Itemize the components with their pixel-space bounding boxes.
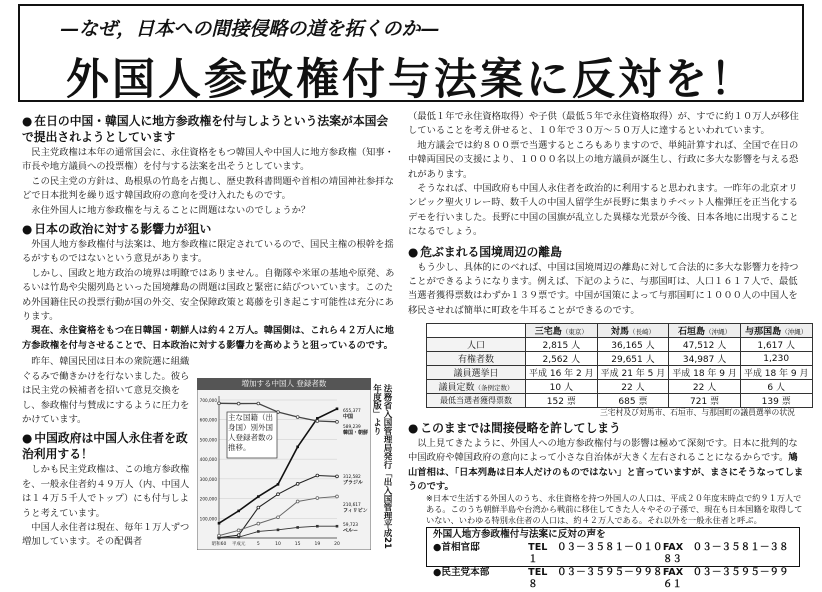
paragraph-text: 以上見てきたように、外国人への地方参政権付与の影響は極めて深刻です。日本に批判的な中国政府や韓国政府の意向によって小さな自治体が大きく左右されることになるからです。 — [408, 438, 798, 464]
table-cell: 1,617 人 — [740, 338, 812, 352]
y-tick-label: 200,000 — [199, 496, 217, 502]
y-tick-label: 100,000 — [199, 516, 217, 522]
paragraph: もう少し、具体的にのべれば、中国は国境周辺の離島に対して合法的に多大な影響力を持つことができるようになります。例えば、下記のように、与那国町は、人口１６１７人で、最低当選者獲得票数はわずか１３９票です。中国が国策によって与那国町に１０００人の中国人を移民させれば簡単に町政を牛耳ることができるのです。 — [408, 261, 799, 316]
data-point — [277, 529, 280, 532]
data-point — [296, 482, 299, 485]
chart-title: 増加する中国人 登録者数 — [197, 378, 371, 390]
y-tick-label: 700,000 — [199, 398, 217, 403]
data-point — [316, 525, 319, 528]
data-point — [336, 407, 339, 410]
paragraph — [408, 437, 806, 495]
data-point — [257, 495, 260, 498]
table-cell: 34,987 人 — [669, 352, 741, 366]
contact-org: ●首相官邸 — [433, 541, 480, 553]
table-cell: 139 票 — [740, 394, 812, 408]
contact-row — [433, 567, 793, 592]
table-cell: 721 票 — [669, 394, 741, 408]
subtitle: —なぜ，日本への間接侵略の道を拓くのか— — [60, 18, 440, 40]
table-header: 三宅島（東京） — [526, 324, 598, 338]
data-point — [218, 537, 221, 540]
paragraph: しかし、国政と地方政治の境界は明瞭ではありません。自衛隊や米軍の基地や原発、あるいは竹島や尖閣列島といった国境離島の問題は国政と緊密に結びついています。このため外国籍住民の投票行動が国の外交、安全保障政策と葛藤を引き起こす可能性は充分にあります。 — [22, 267, 395, 323]
table-cell: 平成 21 年 5 月 — [597, 366, 669, 380]
heading-text: このままでは間接侵略を許してしまう — [420, 421, 621, 435]
contact-tel: TEL ０３－３５８１－０１０１ — [528, 541, 663, 565]
table-cell: 685 票 — [597, 394, 669, 408]
table-row — [427, 366, 813, 380]
x-tick-label: 5 — [256, 542, 260, 547]
heading-text: 日本の政治に対する影響力が狙い — [34, 222, 212, 237]
series-end-value: 59,723 — [343, 523, 359, 528]
x-tick-label: 15 — [294, 542, 301, 547]
y-tick-label: 400,000 — [199, 457, 217, 463]
table-cell: 平成 16 年 2 月 — [526, 366, 598, 380]
data-point — [218, 522, 221, 525]
data-point — [237, 529, 240, 532]
data-point — [257, 402, 260, 405]
paragraph: 昨年、韓国民団は日本の衆院選に組織ぐるみで働きかけを行ないました。彼らは民主党の候補者を招いて意見交換をし、参政権付与賛成にするように圧力をかけています。 — [22, 356, 190, 425]
paragraph: しかも民主党政権は、この地方参政権を、一般永住者約４９万人（内、中国人は１４万５千人でトップ）にも付与しようと考えています。 — [22, 464, 190, 519]
series-name-label: ブラジル — [343, 480, 363, 486]
series-end-value: 655,377 — [343, 409, 361, 414]
table-cell: 平成 18 年 9 月 — [669, 366, 741, 380]
data-point — [257, 522, 260, 525]
contact-row — [433, 542, 793, 567]
table-cell: 152 票 — [526, 394, 598, 408]
row-label: 議員定数（条例定数） — [427, 380, 526, 394]
data-point — [237, 402, 240, 405]
contact-fax: FAX ０３－３５９５－９９６１ — [662, 566, 789, 590]
table-cell: 10 人 — [526, 380, 598, 394]
y-tick-label: 500,000 — [199, 437, 217, 443]
chart-source: 法務省入国管理局発行「出入国管理平成21年度版」より — [371, 384, 392, 549]
section-heading — [408, 420, 806, 436]
row-label: 人口 — [427, 338, 526, 352]
data-point — [218, 534, 221, 537]
data-point — [336, 420, 339, 423]
table-row — [427, 394, 813, 408]
x-tick-label: 昭和60 — [211, 542, 227, 547]
paragraph: この民主党の方針は、島根県の竹島を占拠し、歴史教科書問題や首相の靖国神社参拝などで日本批判を繰り返す韓国政府の意向を受け入れたものです。 — [22, 175, 394, 202]
table-corner — [427, 324, 526, 338]
line-chart — [197, 378, 371, 550]
paragraph: 民主党政権は本年の通常国会に、永住資格をもつ韓国人や中国人に地方参政権（知事・市長や地方議員への投票権）を付与する法案を出そうとしています。 — [22, 147, 394, 173]
y-tick-label: 600,000 — [199, 417, 217, 423]
data-point — [257, 530, 260, 533]
data-point — [296, 416, 299, 419]
bullet-icon: ● — [22, 114, 33, 128]
data-point — [316, 474, 319, 477]
contact-title: 外国人地方参政権付与法案に反対の声を — [433, 529, 606, 540]
table-cell: 平成 18 年 9 月 — [740, 366, 812, 380]
right-column — [408, 110, 806, 318]
paragraph: 永住外国人に地方参政権を与えることに問題はないのでしょうか？ — [31, 204, 311, 216]
table-cell: 2,815 人 — [526, 338, 598, 352]
data-point — [336, 525, 339, 528]
series-end-value: 210,617 — [343, 503, 361, 508]
page-title: 外国人参政権付与法案に反対を！ — [66, 55, 756, 105]
data-point — [296, 446, 299, 449]
table-header-row — [427, 324, 813, 338]
data-point — [257, 506, 260, 509]
paragraph: 外国人地方参政権付与法案は、地方参政権に限定されているので、国民主権の根幹を揺るがすものではないという意見があります。 — [22, 239, 394, 265]
data-point — [296, 500, 299, 503]
table-header: 石垣島（沖縄） — [669, 324, 741, 338]
table-source: 三宅村及び対馬市、石垣市、与那国町の議員選挙の状況 — [600, 408, 795, 417]
table-cell: 22 人 — [597, 380, 669, 394]
x-tick-label: 平成元 — [231, 542, 246, 547]
table-row — [427, 380, 813, 394]
series-end-value: 589,239 — [343, 425, 361, 430]
chart-note-text: 主な国籍（出身国）別外国人登録者数の推移。 — [228, 413, 273, 452]
paragraph-bold: 鳩山首相は、「日本列島は日本人だけのものではない」と言っていますが、まさにそうなってしまうのです。 — [408, 452, 804, 493]
table-cell: 29,651 人 — [597, 352, 669, 366]
heading-text: 在日の中国・韓国人に地方参政権を付与しようという法案が本国会で提出されようとしています — [22, 114, 389, 144]
row-label: 最低当選者獲得票数 — [427, 394, 526, 408]
table-cell: 2,562 人 — [526, 352, 598, 366]
heading-text: 危ぶまれる国境周辺の離島 — [420, 244, 562, 259]
series-name-label: ペルー — [343, 528, 359, 534]
header-box — [18, 4, 804, 105]
series-end-value: 312,582 — [343, 475, 361, 480]
heading-text: 中国政府は中国人永住者を政治利用する！ — [22, 431, 188, 462]
data-point — [296, 526, 299, 529]
contact-tel: TEL ０３－３５９５－９９８８ — [528, 566, 663, 590]
paragraph-text: 地方議会では約８００票で当選するところもありますので、単純計算すれば、全国で在日の中韓両国民の支援により、１０００名以上の地方議員が誕生し、行政に多大な影響を与える恐れがあります。 — [408, 139, 799, 180]
table-cell: 6 人 — [740, 380, 812, 394]
data-point — [316, 497, 319, 500]
series-name-label: 中国 — [343, 414, 354, 420]
data-point — [277, 493, 280, 496]
section-heading — [408, 244, 806, 260]
data-point — [316, 420, 319, 423]
table-cell: 1,230 — [740, 352, 812, 366]
data-point — [277, 516, 280, 519]
paragraph: そうなれば、中国政府も中国人永住者を政治的に利用すると思われます。一昨年の北京オリンピック聖火リレー時、数千人の中国人留学生が長野に集まりチベット人権弾圧を正当化するデモを行いました。長野に中国の国旗が乱立した異様な光景が今後、日本各地に出現することになるでしょう。 — [408, 183, 799, 238]
table-header: 与那国島（沖縄） — [740, 324, 812, 338]
table-row — [427, 352, 813, 366]
bullet-icon: ● — [22, 222, 33, 237]
contact-fax: FAX ０３－３５８１－３８８３ — [662, 541, 789, 565]
data-point — [237, 510, 240, 513]
data-point — [336, 475, 339, 478]
table-cell: 47,512 人 — [669, 338, 741, 352]
x-tick-label: 20 — [334, 542, 340, 547]
data-point — [237, 536, 240, 539]
paragraph-bold: 現在、永住資格をもつ在日韓国・朝鮮人は約４２万人。韓国側は、これら４２万人に地方参政権を付与させることで、日本政治に対する影響力を高めようと狙っているのです。 — [22, 325, 394, 351]
row-label: 議員選挙日 — [427, 366, 526, 380]
table-row — [427, 338, 813, 352]
paragraph — [408, 139, 806, 182]
right-lower — [408, 417, 806, 495]
x-tick-label: 10 — [275, 542, 281, 547]
section-heading — [22, 430, 190, 462]
data-point — [277, 483, 280, 486]
table-cell: 22 人 — [669, 380, 741, 394]
paragraph: 中国人永住者は現在、毎年１万人ずつ増加しています。その配偶者 — [22, 521, 190, 548]
table-header: 対馬（長崎） — [597, 324, 669, 338]
y-tick-label: 300,000 — [199, 476, 217, 482]
paragraph: （最低１年で永住資格取得）や子供（最低５年で永住資格取得）が、すでに約１０万人が移住していることを考え併せると、１０年で３０万〜５０万人に達するといわれています。 — [408, 111, 799, 137]
bullet-icon: ● — [408, 244, 419, 259]
island-table — [426, 323, 813, 408]
section-heading — [22, 221, 399, 237]
series-name-label: フィリピン — [343, 508, 368, 514]
contact-box — [426, 527, 800, 590]
series-name-label: 韓国・朝鮮 — [343, 430, 369, 436]
table-cell: 36,165 人 — [597, 338, 669, 352]
data-point — [336, 495, 339, 498]
bullet-icon: ● — [408, 421, 419, 435]
row-label: 有権者数 — [427, 352, 526, 366]
footnote: ※日本で生活する外国人のうち、永住資格を持つ外国人の人口は、平成２０年度末時点で約９１万人である。このうち朝鮮半島や台湾から戦前に移住してきた人々やその子孫で、現在も日本国籍を取得していない、いわゆる特別永住者の人口は、約４２万人である。それ以外を一般永住者と呼ぶ。 — [426, 493, 803, 526]
data-point — [218, 402, 221, 405]
contact-org: ●民主党本部 — [433, 566, 490, 578]
x-tick-label: 19 — [314, 542, 321, 547]
bullet-icon: ● — [22, 431, 33, 446]
section-heading — [22, 113, 399, 145]
